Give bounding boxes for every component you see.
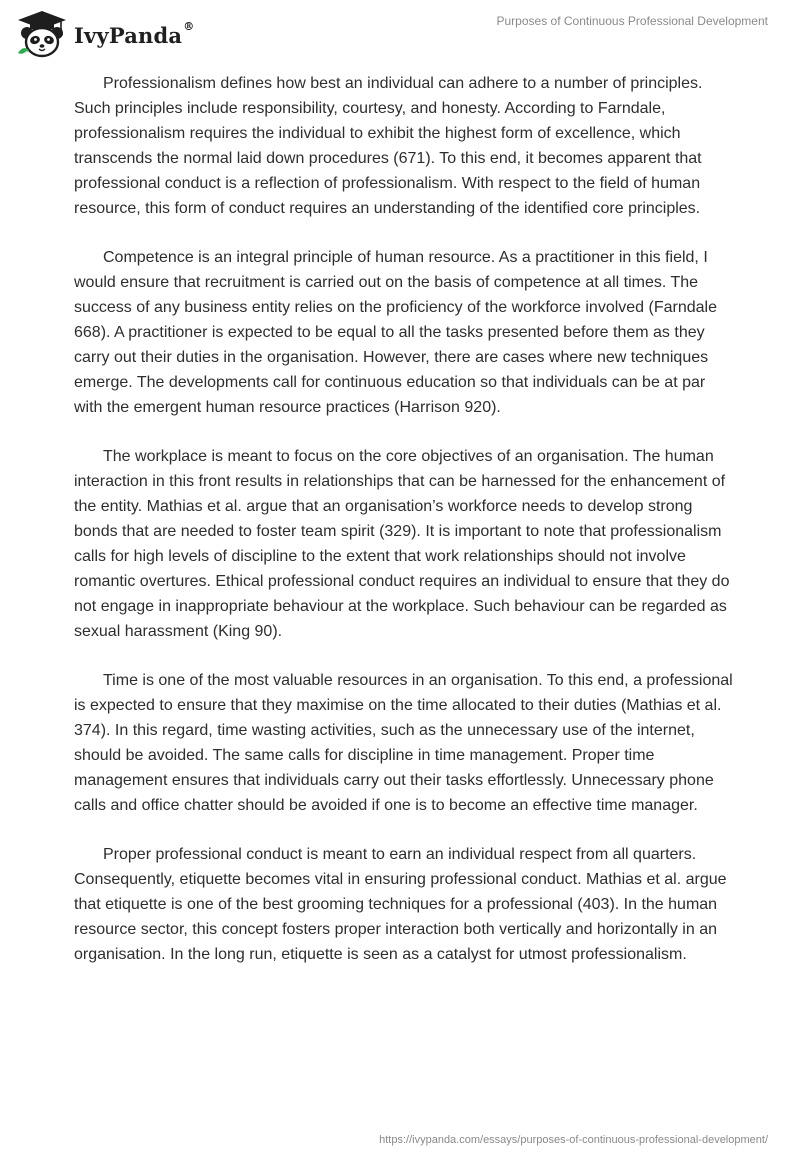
ivypanda-logo[interactable]: [14, 9, 194, 59]
paragraph: Proper professional conduct is meant to earn an individual respect from all quarters. Consequently, etiquette becomes vital in ensuring professional conduct. Mathias et al. argue that etiquette is one of the best grooming techniques for a professional (403). In the human resource sector, this concept fosters proper interaction both vertically and horizontally in an organisation. In the long run, etiquette is seen as a catalyst for utmost professionalism.: [74, 846, 727, 963]
brand-name: IvyPanda®: [74, 19, 195, 48]
paragraph: Time is one of the most valuable resources in an organisation. To this end, a professional is expected to ensure that they maximise on the time allocated to their duties (Mathias et al. 374). In this regard, time wasting activities, such as the unnecessary use of the internet, should be avoided. The same calls for discipline in time management. Proper time management ensures that individuals carry out their tasks effortlessly. Unnecessary phone calls and office chatter should be avoided if one is to become an effective time manager.: [74, 672, 733, 814]
running-title: Purposes of Continuous Professional Development: [496, 14, 768, 28]
paragraph: Competence is an integral principle of human resource. As a practitioner in this field, I would ensure that recruitment is carried out on the basis of competence at all times. The success of any business entity relies on the proficiency of the workforce involved (Farndale 668). A practitioner is expected to be equal to all the tasks presented before them as they carry out their duties in the organisation. However, there are cases where new techniques emerge. The developments call for continuous education so that individuals can be at par with the emergent human resource practices (Harrison 920).: [74, 249, 717, 416]
panda-graduate-icon: [14, 9, 70, 59]
page-header: [0, 0, 800, 60]
source-url[interactable]: https://ivypanda.com/essays/purposes-of-continuous-professional-development/: [379, 1134, 768, 1146]
registered-mark: ®: [183, 19, 195, 33]
paragraph: The workplace is meant to focus on the core objectives of an organisation. The human interaction in this front results in relationships that can be harnessed for the enhancement of the entity. Mathias et al. argue that an organisation’s workforce needs to develop strong bonds that are needed to foster team spirit (329). It is important to note that professionalism calls for high levels of discipline to the extent that work relationships should not involve romantic overtures. Ethical professional conduct requires an individual to ensure that they do not engage in inappropriate behaviour at the workplace. Such behaviour can be regarded as sexual harassment (King 90).: [74, 448, 730, 640]
paragraph: Professionalism defines how best an individual can adhere to a number of principles. Such principles include responsibility, courtesy, and honesty. According to Farndale, professionalism requires the individual to exhibit the highest form of excellence, which transcends the normal laid down procedures (671). To this end, it becomes apparent that professional conduct is a reflection of professionalism. With respect to the field of human resource, this form of conduct requires an understanding of the identified core principles.: [74, 75, 703, 217]
essay-body: [74, 71, 734, 991]
